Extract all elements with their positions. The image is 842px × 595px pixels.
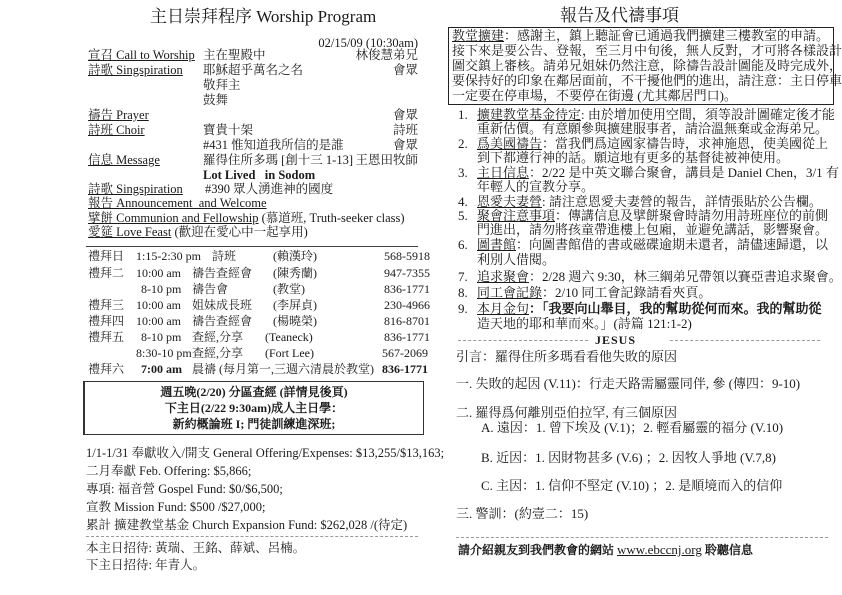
program-row-leader: 會眾 [392,63,418,77]
item-continuation: 造天地的耶和華而來。」(詩篇 121:1-2) [477,316,692,331]
program-date: 02/15/09 (10:30am) [318,36,418,50]
program-row-content: 羅得住所多瑪 [創十三 1-13] [203,153,353,167]
item-text: ：2/10 同工會記錄請看夾頁。 [542,285,712,300]
dashed-divider [456,537,828,538]
program-row-content: 主在聖殿中 [203,48,266,62]
item-continuation: 到下都遵行神的話。願這地有更多的基督徒被神使用。 [477,150,790,165]
dashed-divider [670,340,820,341]
finance-line: 二月奉獻 Feb. Offering: $5,866; [86,464,252,478]
item-number: 8. [458,285,468,300]
schedule-contact: (賴漢玲) [273,249,317,263]
program-row-label: 禱告 Prayer [88,108,149,122]
item-heading: 主日信息 [477,165,530,180]
program-row-leader: 詩班 [392,123,418,137]
item-number: 4. [458,194,468,209]
notice-line: 週五晚(2/20) 分區查經 (詳情見後頁) [160,385,348,399]
divider [86,246,418,247]
website-footer [458,543,753,557]
expansion-line: 要保持好的印象在鄰居面前，不干擾他們的進出，請注意：主日停車 [452,73,842,88]
program-row-label: 信息 Message [88,153,160,167]
schedule-event: 詩班 [212,249,237,263]
item-heading: 圖書館 [477,237,517,252]
item-number: 5. [458,208,468,223]
item-heading: 同工會記錄 [477,285,543,300]
program-row-content: #431 惟知道我所信的是誰 [203,138,344,152]
program-row-leader: 王恩田牧師 [355,153,418,167]
item-heading: 聚會注意事項 [477,208,556,223]
sermon-intro: 引言：羅得住所多瑪看看他失敗的原因 [456,349,678,364]
program-row-content: #390 眾人湧進神的國度 [205,182,334,196]
footer-text: 聆聽信息 [701,543,753,557]
program-row-label: 詩班 Choir [88,123,145,137]
schedule-event: 查經,分享 [192,346,244,360]
schedule-phone: 836-1771 [384,330,430,344]
dashed-divider [86,536,418,537]
item-heading: 爲美國禱告 [477,136,543,151]
sermon-point: 三. 警訓：(約壹二：15) [456,506,589,521]
expansion-heading: 教堂擴建 [452,28,505,43]
item-continuation: 門進出，請勿將孩童帶進樓上包廂，並避免講話，影響聚會。 [477,222,829,237]
item-continuation: 重新估價。有意願參與擴建服事者，請洽溫無棄或金海弟兄。 [477,121,829,136]
item-continuation: 利別人借閱。 [477,252,556,267]
schedule-day: 禮拜四 [88,314,125,328]
schedule-day: 禮拜六 [88,362,125,376]
jesus-logo: JESUS [595,333,637,347]
program-row-label: 詩歌 Singspiration [88,63,183,77]
item-number: 3. [458,165,468,180]
schedule-time: 10:00 am [136,314,181,328]
item-text: : 請注意恩愛夫妻營的報告，詳情張貼於公告欄。 [542,194,822,209]
schedule-contact: (Teaneck) [265,330,313,344]
schedule-phone: 947-7355 [384,266,430,280]
item-number: 9. [458,301,468,316]
schedule-time: 8:30-10 pm [136,346,192,360]
sermon-subpoint: B. 近因：1. 因財物甚多 (V.6) ；2. 因牧人爭地 (V.7,8) [481,450,776,465]
schedule-phone: 568-5918 [384,249,430,263]
program-row-leader: 林俊慧弟兄 [355,48,418,62]
announcement-label: 報告 Announcement and Welcome [88,196,267,210]
sermon-subpoint: A. 遠因：1. 曾下埃及 (V.1)；2. 輕看屬靈的福分 (V.10) [481,420,784,435]
program-row-leader: 會眾 [392,108,418,122]
item-text: ：當我們爲這國家禱告時，求神施恩，使美國從上 [542,136,829,151]
schedule-phone: 230-4966 [384,298,430,312]
schedule-event: 姐妹成長班 [192,298,253,312]
love-feast-label: 愛筵 Love Feast [88,225,172,239]
item-continuation: 年輕人的宣教分享。 [477,179,595,194]
finance-line: 1/1-1/31 奉獻收入/開支 General Offering/Expenses: $13,255/$13,163; [86,446,445,460]
hospitality-line: 本主日招待: 黃瑞、王銘、薛斌、呂楠。 [86,541,306,555]
schedule-event: 查經,分享 [192,330,244,344]
schedule-time: 10:00 am [136,298,181,312]
finance-line: 專項: 福音營 Gospel Fund: $0/$6,500; [86,482,283,496]
schedule-time: 10:00 am [136,266,181,280]
program-row-label: 詩歌 Singspiration [88,182,183,196]
schedule-time: 8-10 pm [141,330,182,344]
program-row-content: 寶貴十架 [203,123,254,137]
love-feast-note: (歡迎在愛心中一起享用) [174,225,308,239]
schedule-event: 禱告會 [192,282,229,296]
communion-label: 擘餅 Communion and Fellowship [88,211,259,225]
item-text: ：2/22 是中英文聯合聚會，講員是 Daniel Chen，3/1 有 [529,165,839,180]
item-heading: 擴建教堂基金待定 [477,107,582,122]
schedule-phone: 836-1771 [382,362,428,376]
schedule-event: 禱告查經會 [192,266,253,280]
expansion-line: 接下來是要公告、登報，至三月中旬後，無人反對，才可將各樣設計 [452,43,842,58]
item-text: ：向圖書館借的書或磁碟逾期未還者，請儘速歸還，以 [516,237,829,252]
communion-note: (慕道班, Truth-seeker class) [261,211,405,225]
sermon-point: 二. 羅得爲何離別亞伯拉罕, 有三個原因 [456,405,678,420]
expansion-line: 圖交鎮上審核。請弟兄姐妹仍然注意，除禱告設計圖能及時完成外， [452,58,842,73]
schedule-event: 晨禱 (每月第一,三週六清晨於教堂) [192,362,374,376]
schedule-event: 禱告查經會 [192,314,253,328]
item-heading: 追求聚會 [477,269,530,284]
finance-line: 宣教 Mission Fund: $500 /$27,000; [86,500,266,514]
schedule-contact: (Fort Lee) [265,346,314,360]
schedule-phone: 567-2069 [382,346,428,360]
announcements-title: 報告及代禱事項 [560,6,679,25]
finance-line: 累計 擴建教堂基金 Church Expansion Fund: $262,028 /(待定) [86,518,408,532]
item-number: 6. [458,237,468,252]
program-title: 主日崇拜程序 Worship Program [150,7,377,26]
program-row-content: Lot Lived in Sodom [203,168,316,182]
schedule-day: 禮拜日 [88,249,125,263]
program-row-content: 鼓舞 [203,93,229,107]
schedule-day: 禮拜三 [88,298,125,312]
footer-text: 請介紹親友到我們教會的網站 [458,543,618,557]
program-row-leader: 會眾 [392,138,418,152]
item-number: 2. [458,136,468,151]
sermon-subpoint: C. 主因：1. 信仰不堅定 (V.10) ；2. 是順境而入的信仰 [481,478,783,493]
schedule-contact: (教堂) [273,282,305,296]
item-number: 7. [458,269,468,284]
item-text: : 由於增加使用空間，須等設計圖確定後才能 [581,107,835,122]
website-link[interactable]: www.ebccnj.org [617,542,702,557]
item-text: ：傳講信息及擘餅聚會時請勿用詩班座位的前側 [555,208,829,223]
notice-line: 下主日(2/22 9:30am)成人主日學： [164,401,344,415]
schedule-phone: 836-1771 [384,282,430,296]
program-row-label: 宣召 Call to Worship [88,48,195,62]
item-heading: 恩愛夫妻營 [477,194,543,209]
hospitality-line: 下主日招待: 年青人。 [86,558,206,572]
item-text: ：2/28 週六 9:30，林三綱弟兄帶領以賽亞書追求聚會。 [529,269,842,284]
schedule-day: 禮拜五 [88,330,125,344]
schedule-phone: 816-8701 [384,314,430,328]
item-text: ：「我要向山舉目，我的幫助從何而來。我的幫助從 [529,301,822,316]
notice-line: 新約概論班 I; 門徒訓練進深班; [172,417,336,431]
program-row-content: 敬拜主 [203,78,241,92]
schedule-contact: (陳秀蘭) [273,266,317,280]
program-row-content: 耶穌超乎萬名之名 [203,63,304,77]
notice-box [83,381,424,435]
item-heading: 本月金句 [477,301,530,316]
schedule-time: 1:15-2:30 pm [136,249,201,263]
schedule-time: 7:00 am [141,362,182,376]
expansion-line: 一定要在停車場，不要停在街邊 (尤其鄰居門口)。 [452,88,737,103]
dashed-divider [458,340,588,341]
schedule-day: 禮拜二 [88,266,125,280]
expansion-line: ：感謝主，鎮上聽証會已通過我們擴建三樓教室的申請。 [504,28,830,43]
schedule-contact: (楊曉榮) [273,314,317,328]
sermon-point: 一. 失敗的起因 (V.11)：行走天路需屬靈同伴, 參 (傳四：9-10) [456,376,801,391]
schedule-contact: (李屏貞) [273,298,317,312]
schedule-time: 8-10 pm [141,282,182,296]
item-number: 1. [458,107,468,122]
